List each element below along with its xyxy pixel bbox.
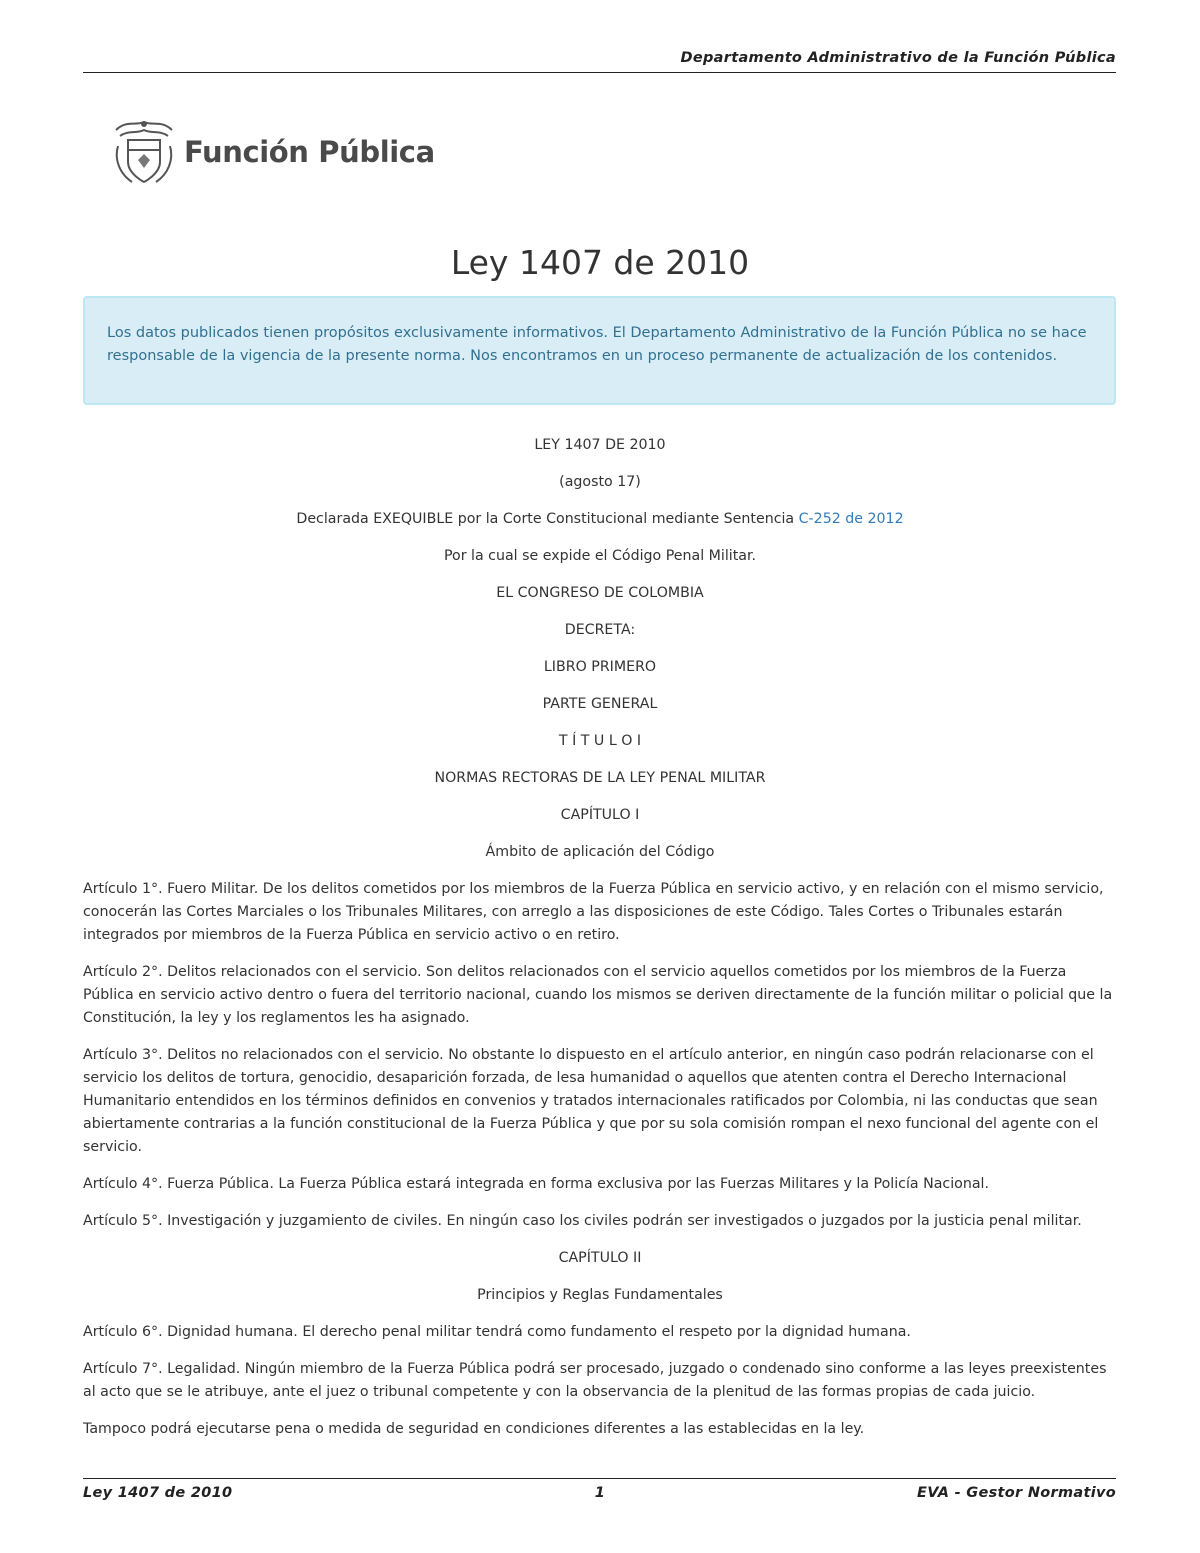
footer-system-name: EVA - Gestor Normativo [917, 1485, 1116, 1501]
book-heading: LIBRO PRIMERO [543, 659, 657, 675]
header-divider [83, 72, 1116, 73]
decreta-heading: DECRETA: [564, 622, 636, 638]
document-body [83, 434, 1117, 1455]
disclaimer-text: Los datos publicados tienen propósitos exclusivamente informativos. El Departamento Administrativo de la Función Pública no se hace responsable de la vigencia de la presente norma. Nos encontramos en un proceso permanente de actualización de los contenidos. [107, 325, 1087, 364]
congress-heading: EL CONGRESO DE COLOMBIA [496, 585, 704, 601]
logo-text: Función Pública [184, 135, 435, 169]
law-subject: Por la cual se expide el Código Penal Militar. [443, 548, 757, 564]
declared-text: Declarada EXEQUIBLE por la Corte Constitucional mediante Sentencia [296, 511, 795, 527]
document-title: Ley 1407 de 2010 [450, 243, 750, 282]
chapter-1-name: Ámbito de aplicación del Código [485, 844, 715, 860]
chapter-2-heading: CAPÍTULO II [558, 1250, 642, 1266]
chapter-2-name: Principios y Reglas Fundamentales [477, 1287, 723, 1303]
article-3: Artículo 3°. Delitos no relacionados con el servicio. No obstante lo dispuesto en el artículo anterior, en ningún caso podrán relacionarse con el servicio los delitos de tortura, genocidio, desaparición forzada, de lesa humanidad o aquellos que atenten contra el Derecho Internacional Humanitario entendidos en los términos definidos en convenios y tratados internacionales ratificados por Colombia, ni las conductas que sean abiertamente contrarias a la función constitucional de la Fuerza Pública y que por su sola comisión rompan el nexo funcional del agente con el servicio. [83, 1047, 1099, 1155]
article-4: Artículo 4°. Fuerza Pública. La Fuerza Pública estará integrada en forma exclusiva por las Fuerzas Militares y la Policía Nacional. [83, 1176, 989, 1192]
law-date: (agosto 17) [559, 474, 641, 490]
sentence-link[interactable]: C-252 de 2012 [798, 511, 904, 527]
disclaimer-notice [83, 296, 1116, 405]
logo [110, 116, 435, 188]
declared-line [83, 508, 1117, 531]
law-number: LEY 1407 DE 2010 [534, 437, 666, 453]
footer-divider [83, 1478, 1116, 1479]
footer-document-name: Ley 1407 de 2010 [83, 1485, 233, 1501]
article-7: Artículo 7°. Legalidad. Ningún miembro de la Fuerza Pública podrá ser procesado, juzgado o condenado sino conforme a las leyes preexistentes al acto que se le atribuye, ante el juez o tribunal competente y con la observancia de la plenitud de las formas propias de cada juicio. [83, 1361, 1107, 1400]
article-5: Artículo 5°. Investigación y juzgamiento de civiles. En ningún caso los civiles podrán ser investigados o juzgados por la justicia penal militar. [83, 1213, 1082, 1229]
article-7-continuation: Tampoco podrá ejecutarse pena o medida de seguridad en condiciones diferentes a las establecidas en la ley. [83, 1421, 865, 1437]
part-heading: PARTE GENERAL [542, 696, 658, 712]
chapter-1-heading: CAPÍTULO I [560, 807, 640, 823]
article-6: Artículo 6°. Dignidad humana. El derecho penal militar tendrá como fundamento el respeto por la dignidad humana. [83, 1324, 911, 1340]
title-heading: T Í T U L O I [558, 733, 642, 749]
page-number: 1 [594, 1485, 606, 1501]
coat-of-arms-icon [110, 116, 178, 188]
title-name: NORMAS RECTORAS DE LA LEY PENAL MILITAR [434, 770, 766, 786]
article-2: Artículo 2°. Delitos relacionados con el servicio. Son delitos relacionados con el servicio aquellos cometidos por los miembros de la Fuerza Pública en servicio activo dentro o fuera del territorio nacional, cuando los mismos se deriven directamente de la función militar o policial que la Constitución, la ley y los reglamentos les ha asignado. [83, 964, 1113, 1026]
article-1: Artículo 1°. Fuero Militar. De los delitos cometidos por los miembros de la Fuerza Pública en servicio activo, y en relación con el mismo servicio, conocerán las Cortes Marciales o los Tribunales Militares, con arreglo a las disposiciones de este Código. Tales Cortes o Tribunales estarán integrados por miembros de la Fuerza Pública en servicio activo o en retiro. [83, 881, 1104, 943]
header-title: Departamento Administrativo de la Función Pública [680, 50, 1116, 66]
